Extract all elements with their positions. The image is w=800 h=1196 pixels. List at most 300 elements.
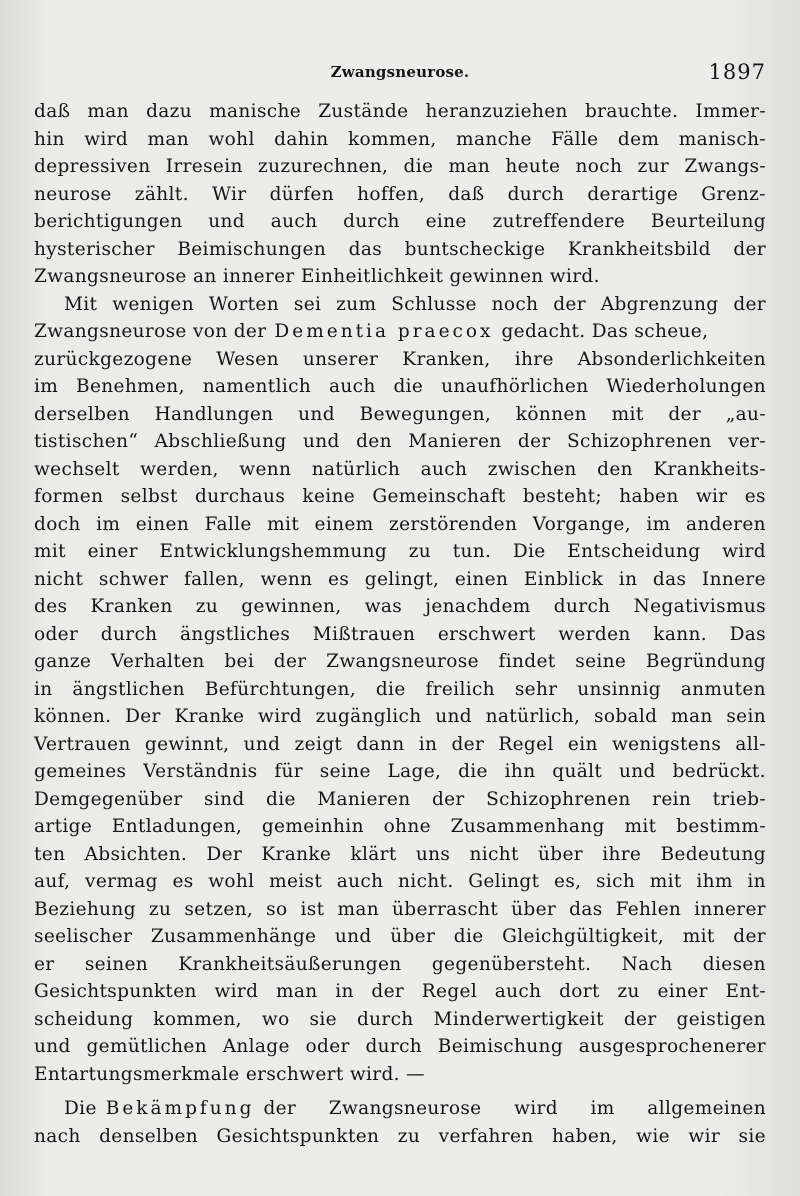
word: verfahren <box>438 1125 534 1147</box>
word: wenigstens <box>611 733 722 755</box>
text-line <box>34 428 766 456</box>
word: auch <box>336 871 384 892</box>
word: Manieren <box>408 431 502 452</box>
word: wechselt <box>34 458 120 480</box>
word: anderen <box>685 513 766 535</box>
word: buntscheckige <box>404 238 546 260</box>
word: Beziehung <box>34 898 136 920</box>
word: Manieren <box>317 788 411 810</box>
word: nicht. <box>398 871 454 892</box>
word: quält <box>552 761 603 782</box>
word: setzen, <box>184 898 254 920</box>
word: überrascht <box>392 898 499 920</box>
word: gewinnt, <box>144 733 230 755</box>
word: zu <box>408 541 432 562</box>
word: dann <box>356 733 405 755</box>
word: oder <box>34 623 79 645</box>
word: all- <box>735 733 766 755</box>
word: wie <box>636 1125 670 1147</box>
word: der <box>733 238 766 260</box>
word: trieb- <box>712 788 766 810</box>
word: Das <box>729 623 766 645</box>
text-line <box>34 456 766 484</box>
word: derartige <box>587 183 679 205</box>
text-line <box>34 813 766 841</box>
word: Vorgange, <box>532 513 631 535</box>
text-line <box>34 126 766 154</box>
word: Ent- <box>725 981 766 1002</box>
word: Einblick <box>523 568 604 590</box>
word: meist <box>269 871 323 892</box>
word: hin <box>34 128 65 150</box>
word: Entladungen, <box>111 816 243 837</box>
text-line <box>34 318 766 346</box>
word: und <box>334 926 372 947</box>
word: unsinnig <box>577 678 661 700</box>
word: Begründung <box>645 651 766 672</box>
word: gegenübersteht. <box>431 953 592 975</box>
text-line: Entartungsmerkmale erschwert wird. — <box>34 1063 425 1085</box>
text-segment: Die <box>64 1098 97 1119</box>
word: ver- <box>728 431 766 452</box>
word: zur <box>637 156 670 177</box>
word: man <box>448 156 491 177</box>
word: zu <box>148 898 172 920</box>
word: Absonderlichkeiten <box>577 348 766 370</box>
word: durch <box>100 623 158 645</box>
text-line <box>34 593 766 621</box>
body-text <box>34 98 766 1150</box>
word: scheidung <box>34 1008 134 1030</box>
word: man <box>87 101 129 122</box>
word: sobald <box>593 706 658 727</box>
word: Entscheidung <box>567 541 701 562</box>
word: ihn <box>504 761 536 782</box>
text-line <box>34 868 766 896</box>
word: mit <box>267 513 300 535</box>
word: auf, <box>34 871 71 892</box>
word: den <box>597 458 633 480</box>
word: Lage, <box>387 761 442 782</box>
word: sie <box>309 1008 337 1030</box>
word: zeigt <box>294 733 343 755</box>
word: klärt <box>350 843 397 865</box>
word: ihm <box>696 871 733 892</box>
word: kommen, <box>153 1008 242 1030</box>
word: wenn <box>239 458 292 480</box>
word: einem <box>314 513 374 535</box>
word: Zustände <box>318 101 409 122</box>
word: der <box>431 788 465 810</box>
word: wenn <box>260 568 313 590</box>
word: derselben <box>34 403 130 425</box>
word: eine <box>425 211 467 232</box>
word: und <box>618 761 656 782</box>
word: Der <box>206 843 243 865</box>
text-line <box>34 483 766 511</box>
word: haben <box>619 486 679 507</box>
word: anmuten <box>680 678 766 700</box>
word: freilich <box>425 678 495 700</box>
word: Wesen <box>216 348 279 370</box>
word: Nach <box>621 953 673 975</box>
word: neurose <box>34 183 112 205</box>
word: mit <box>682 926 715 947</box>
word: in <box>335 981 354 1002</box>
word: Fehlen <box>615 898 682 920</box>
word: gemütlichen <box>86 1036 207 1057</box>
word: der <box>553 293 586 315</box>
word: man <box>147 128 190 150</box>
word: doch <box>34 513 81 535</box>
word: die <box>393 376 424 397</box>
word: schwer <box>98 568 169 590</box>
word: geistigen <box>676 1008 766 1030</box>
word: seine <box>575 651 627 672</box>
word: dort <box>559 981 600 1002</box>
word: wir <box>695 486 728 507</box>
word: Gleichgültigkeit, <box>502 926 665 947</box>
word: und <box>435 706 472 727</box>
paragraph-gap <box>34 1088 766 1095</box>
word: Beurteilung <box>650 211 766 232</box>
word: können. <box>34 706 112 727</box>
word: und <box>298 403 335 425</box>
word: Gesichtspunkten <box>34 981 197 1002</box>
word: zugänglich <box>315 706 422 727</box>
word: sind <box>204 788 245 810</box>
word: in <box>618 568 638 590</box>
word: sein <box>726 706 766 727</box>
word: gemeinhin <box>261 816 364 837</box>
word: über <box>511 898 557 920</box>
word: Absichten. <box>84 843 188 865</box>
word: Mit <box>64 293 98 315</box>
word: einen <box>454 568 509 590</box>
word: Bewegungen, <box>359 403 492 425</box>
word: es <box>328 568 350 590</box>
word: es <box>172 871 194 892</box>
word: hysterischer <box>34 238 155 260</box>
word: sei <box>293 293 322 315</box>
word: Kranke <box>174 706 245 727</box>
word: dem <box>617 128 660 150</box>
word: zu <box>195 596 219 617</box>
word: der <box>733 293 766 315</box>
word: Der <box>125 706 161 727</box>
word: depressiven <box>34 156 151 177</box>
word: und <box>208 211 245 232</box>
word: Vertrauen <box>34 733 131 755</box>
word: artige <box>34 816 93 837</box>
word: und <box>302 431 340 452</box>
word: Kranken <box>90 596 173 617</box>
word: Gelingt <box>468 871 540 892</box>
text-line <box>34 896 766 924</box>
word: Regel <box>421 981 478 1002</box>
word: durch <box>356 1008 414 1030</box>
text-line <box>34 978 766 1006</box>
word: bedrückt. <box>672 761 766 782</box>
word: manisch- <box>678 128 766 150</box>
word: im <box>34 376 59 397</box>
text-line <box>34 731 766 759</box>
word: sich <box>596 871 636 892</box>
word: Benehmen, <box>76 376 185 397</box>
word: Kranken, <box>402 348 491 370</box>
text-segment: gedacht. Das scheue, <box>501 321 709 342</box>
text-line <box>34 1095 766 1123</box>
word: werden <box>558 623 631 645</box>
word: Worten <box>208 293 279 315</box>
word: er <box>34 953 55 975</box>
word: wird <box>258 706 302 727</box>
word: Zusammenhänge <box>150 926 317 947</box>
word: wir <box>688 1125 721 1147</box>
word: diesen <box>702 953 766 975</box>
word: noch <box>491 293 539 315</box>
page-number: 1897 <box>708 60 766 84</box>
word: Krankheits- <box>653 458 766 480</box>
word: uns <box>415 843 451 865</box>
word: zu <box>617 981 640 1002</box>
text-line <box>34 951 766 979</box>
text-line <box>34 923 766 951</box>
word: ein <box>567 733 598 755</box>
word: der <box>273 651 307 672</box>
word: dürfen <box>269 183 334 205</box>
text-line <box>34 153 766 181</box>
text-segment: der Zwangsneurose wird im allgemeinen <box>263 1098 766 1119</box>
word: durch <box>365 1036 423 1057</box>
word: der <box>451 733 485 755</box>
word: Zusammenhang <box>450 816 605 837</box>
word: „au- <box>725 403 766 425</box>
word: denselben <box>99 1125 199 1147</box>
text-line <box>34 566 766 594</box>
word: durch <box>553 596 611 617</box>
word: wird <box>84 128 129 150</box>
word: zutreffendere <box>492 211 626 232</box>
word: Gemeinschaft <box>372 486 506 507</box>
text-line <box>34 98 766 126</box>
word: über <box>538 843 583 865</box>
word: über <box>390 926 436 947</box>
word: ganze <box>34 651 92 672</box>
word: zurückgezogene <box>34 348 193 370</box>
word: man <box>337 898 379 920</box>
text-line <box>34 346 766 374</box>
word: mit <box>649 871 682 892</box>
word: der <box>668 403 702 425</box>
word: des <box>34 596 68 617</box>
word: durch <box>343 211 400 232</box>
word: können <box>515 403 587 425</box>
word: kann. <box>653 623 707 645</box>
word: nach <box>34 1125 81 1147</box>
word: heute <box>505 156 561 177</box>
word: so <box>266 898 288 920</box>
word: selbst <box>120 486 178 507</box>
word: findet <box>498 651 556 672</box>
text-line <box>34 1123 766 1151</box>
word: und <box>243 733 281 755</box>
word: im <box>96 513 121 535</box>
word: keine <box>302 486 356 507</box>
word: mit <box>611 403 644 425</box>
word: Grenz- <box>701 183 766 205</box>
word: Schizophrenen <box>567 431 712 452</box>
word: Negativismus <box>633 596 766 617</box>
text-line <box>34 648 766 676</box>
word: einer <box>87 541 138 562</box>
word: zählt. <box>134 183 189 205</box>
word: Kranke <box>261 843 332 865</box>
word: Entwicklungshemmung <box>159 541 388 562</box>
word: zuzurechnen, <box>258 156 389 177</box>
word: Verhalten <box>110 651 205 672</box>
word: oder <box>305 1036 350 1057</box>
word: zu <box>397 1125 421 1147</box>
word: formen <box>34 486 104 507</box>
word: mit <box>624 816 657 837</box>
text-line <box>34 511 766 539</box>
word: fallen, <box>183 568 245 590</box>
word: der <box>733 926 766 947</box>
word: manische <box>209 101 302 122</box>
word: seelischer <box>34 926 133 947</box>
word: der <box>517 431 551 452</box>
text-line <box>34 758 766 786</box>
word: die <box>266 788 296 810</box>
word: ihre <box>602 843 642 865</box>
text-line <box>34 291 766 319</box>
word: durch <box>507 183 565 205</box>
word: das <box>569 898 603 920</box>
text-line <box>34 538 766 566</box>
word: gelingt, <box>364 568 440 590</box>
word: im <box>646 513 671 535</box>
text-line <box>34 373 766 401</box>
word: kommen, <box>347 128 437 150</box>
word: die <box>453 926 484 947</box>
word: haben, <box>552 1125 618 1147</box>
word: zerstörenden <box>389 513 518 535</box>
text-segment: Zwangsneurose von der <box>34 321 267 342</box>
word: Irresein <box>165 156 243 177</box>
word: bestimm- <box>676 816 766 837</box>
word: es <box>744 486 766 507</box>
word: man <box>275 981 318 1002</box>
word: Regel <box>498 733 554 755</box>
text-line <box>34 1006 766 1034</box>
word: noch <box>575 156 623 177</box>
text-line <box>34 181 766 209</box>
word: Verständnis <box>143 761 258 782</box>
word: daß <box>34 101 71 122</box>
word: auch <box>270 211 318 232</box>
word: tun. <box>452 541 492 562</box>
word: in <box>747 871 766 892</box>
word: man <box>671 706 713 727</box>
word: ohne <box>383 816 431 837</box>
word: Minderwertigkeit <box>433 1008 604 1030</box>
word: Beimischung <box>437 1036 564 1057</box>
word: seine <box>319 761 371 782</box>
text-line <box>34 621 766 649</box>
word: in <box>418 733 438 755</box>
word: Krankheitsäußerungen <box>178 953 402 975</box>
word: namentlich <box>202 376 312 397</box>
word: das <box>652 568 687 590</box>
word: hoffen, <box>357 183 426 205</box>
word: Zwangsneurose <box>326 651 479 672</box>
word: Gesichtspunkten <box>216 1125 380 1147</box>
text-line <box>34 786 766 814</box>
word: wird <box>214 981 259 1002</box>
text-line: Zwangsneurose an innerer Einheitlichkeit gewinnen wird. <box>34 266 600 287</box>
word: einen <box>135 513 190 535</box>
word: Falle <box>204 513 252 535</box>
text-line <box>34 1033 766 1061</box>
word: sehr <box>514 678 558 700</box>
text-line <box>34 841 766 869</box>
word: wohl <box>208 871 255 892</box>
word: unserer <box>302 348 379 370</box>
word: ihre <box>514 348 554 370</box>
word: vermag <box>85 871 158 892</box>
word: Wiederholungen <box>606 376 766 397</box>
word: Wir <box>211 183 247 205</box>
word: Befürchtungen, <box>204 678 356 700</box>
word: Die <box>512 541 546 562</box>
word: jenachdem <box>425 596 531 617</box>
text-line <box>34 703 766 731</box>
word: gewinnen, <box>241 596 342 617</box>
word: wenigen <box>112 293 194 315</box>
word: durchaus <box>195 486 286 507</box>
word: die <box>458 761 488 782</box>
word: Abgrenzung <box>600 293 719 315</box>
word: Immer- <box>695 101 766 122</box>
word: rein <box>652 788 692 810</box>
word: Krankheitsbild <box>567 238 711 260</box>
word: ängstliches <box>180 623 291 645</box>
word: der <box>371 981 405 1002</box>
word: zwischen <box>487 458 577 480</box>
word: Zwangs- <box>684 156 766 177</box>
word: Mißtrauen <box>312 623 416 645</box>
word: was <box>364 596 403 617</box>
word: der <box>623 1008 657 1030</box>
word: wird <box>722 541 766 562</box>
word: bei <box>224 651 255 672</box>
word: besteht; <box>522 486 602 507</box>
word: heranzuziehen <box>425 101 568 122</box>
word: werden, <box>140 458 219 480</box>
word: brauchte. <box>584 101 679 122</box>
word: ist <box>300 898 325 920</box>
spaced-term: Dementia praecox <box>274 321 494 342</box>
spaced-term: Bekämpfung <box>105 1098 255 1119</box>
word: Anlage <box>222 1036 290 1057</box>
word: ausgesprochenerer <box>578 1036 766 1057</box>
text-line <box>34 208 766 236</box>
word: seinen <box>84 953 149 975</box>
word: in <box>34 678 53 700</box>
word: auch <box>420 458 468 480</box>
word: wohl <box>208 128 255 150</box>
